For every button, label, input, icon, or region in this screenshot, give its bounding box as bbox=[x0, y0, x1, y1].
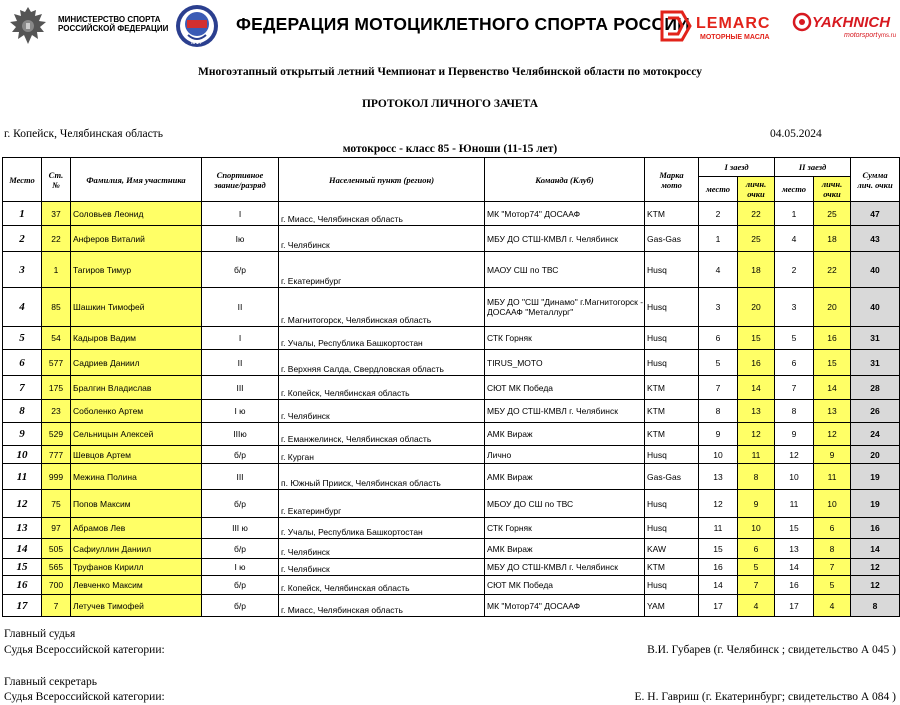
cell-place: 9 bbox=[3, 423, 42, 446]
cell-sum: 26 bbox=[851, 400, 900, 423]
cell-team: АМК Вираж bbox=[485, 539, 645, 559]
cell-race2-pos: 16 bbox=[775, 576, 814, 595]
cell-city: г. Копейск, Челябинская область bbox=[279, 576, 485, 595]
cell-number: 23 bbox=[42, 400, 71, 423]
cell-race1-pts: 4 bbox=[738, 595, 775, 617]
cell-team: МБУ ДО "СШ "Динамо" г.Магнитогорск - ДОСААФ "Металлург" bbox=[485, 288, 645, 327]
cell-moto: KTM bbox=[645, 202, 699, 226]
yakhnich-logo-icon bbox=[792, 10, 894, 42]
yakhnich-sub-text: motorsport bbox=[844, 32, 878, 39]
cell-sum: 19 bbox=[851, 464, 900, 490]
header-race2-pts-line2: очки bbox=[823, 189, 841, 199]
cell-race1-pos: 10 bbox=[699, 446, 738, 464]
cell-number: 565 bbox=[42, 559, 71, 576]
header-race2: II заезд bbox=[775, 158, 851, 177]
cell-city: г. Верхняя Салда, Свердловская область bbox=[279, 350, 485, 376]
cell-race2-pts: 6 bbox=[814, 518, 851, 539]
header-race2-pts bbox=[814, 177, 851, 202]
header-number bbox=[42, 158, 71, 202]
cell-race2-pos: 12 bbox=[775, 446, 814, 464]
header-place: Место bbox=[3, 158, 42, 202]
cell-race2-pts: 20 bbox=[814, 288, 851, 327]
cell-city: г. Екатеринбург bbox=[279, 490, 485, 518]
cell-moto: Husq bbox=[645, 518, 699, 539]
cell-name: Садриев Даниил bbox=[71, 350, 202, 376]
cell-race2-pts: 10 bbox=[814, 490, 851, 518]
table-body bbox=[3, 202, 900, 617]
table-row bbox=[3, 423, 900, 446]
cell-race1-pts: 10 bbox=[738, 518, 775, 539]
protocol-title: ПРОТОКОЛ ЛИЧНОГО ЗАЧЕТА bbox=[361, 98, 538, 110]
cell-moto: KAW bbox=[645, 539, 699, 559]
event-location: г. Копейск, Челябинская область bbox=[4, 128, 163, 140]
cell-number: 777 bbox=[42, 446, 71, 464]
header-rank bbox=[202, 158, 279, 202]
cell-place: 16 bbox=[3, 576, 42, 595]
cell-race1-pts: 22 bbox=[738, 202, 775, 226]
cell-number: 22 bbox=[42, 226, 71, 252]
class-title: мотокросс - класс 85 - Юноши (11-15 лет) bbox=[342, 143, 558, 155]
cell-team: МК "Мотор74" ДОСААФ bbox=[485, 595, 645, 617]
cell-race1-pos: 6 bbox=[699, 327, 738, 350]
cell-race1-pts: 18 bbox=[738, 252, 775, 288]
cell-race2-pos: 5 bbox=[775, 327, 814, 350]
cell-moto: Husq bbox=[645, 350, 699, 376]
cell-race2-pts: 16 bbox=[814, 327, 851, 350]
cell-team: МБУ ДО СТШ-КМВЛ г. Челябинск bbox=[485, 226, 645, 252]
cell-team: АМК Вираж bbox=[485, 423, 645, 446]
cell-race2-pos: 9 bbox=[775, 423, 814, 446]
cell-team: МАОУ СШ по ТВС bbox=[485, 252, 645, 288]
federation-title: ФЕДЕРАЦИЯ МОТОЦИКЛЕТНОГО СПОРТА РОССИИ bbox=[236, 14, 690, 34]
cell-city: г. Миасс, Челябинская область bbox=[279, 595, 485, 617]
mfr-emblem-icon bbox=[174, 3, 220, 49]
cell-number: 85 bbox=[42, 288, 71, 327]
cell-rank: III bbox=[202, 376, 279, 400]
cell-race2-pts: 11 bbox=[814, 464, 851, 490]
cell-race2-pos: 11 bbox=[775, 490, 814, 518]
cell-moto: Husq bbox=[645, 288, 699, 327]
cell-moto: KTM bbox=[645, 559, 699, 576]
cell-sum: 12 bbox=[851, 576, 900, 595]
table-row bbox=[3, 490, 900, 518]
cell-name: Тагиров Тимур bbox=[71, 252, 202, 288]
cell-race1-pts: 9 bbox=[738, 490, 775, 518]
chief-judge-category: Судья Всероссийской категории: bbox=[4, 644, 165, 656]
cell-moto: Husq bbox=[645, 327, 699, 350]
cell-name: Летучев Тимофей bbox=[71, 595, 202, 617]
cell-name: Межина Полина bbox=[71, 464, 202, 490]
cell-rank: б/р bbox=[202, 490, 279, 518]
cell-sum: 43 bbox=[851, 226, 900, 252]
cell-race1-pos: 12 bbox=[699, 490, 738, 518]
cell-sum: 16 bbox=[851, 518, 900, 539]
cell-number: 54 bbox=[42, 327, 71, 350]
cell-sum: 14 bbox=[851, 539, 900, 559]
table-row bbox=[3, 400, 900, 423]
table-row bbox=[3, 226, 900, 252]
cell-race2-pos: 4 bbox=[775, 226, 814, 252]
cell-race2-pos: 8 bbox=[775, 400, 814, 423]
yakhnich-brand-text: YAKHNICH bbox=[812, 14, 891, 31]
header-rank-line2: звание/разряд bbox=[214, 179, 266, 190]
mfr-logo-text: МФР bbox=[191, 40, 203, 46]
cell-rank: б/р bbox=[202, 576, 279, 595]
cell-sum: 12 bbox=[851, 559, 900, 576]
cell-number: 97 bbox=[42, 518, 71, 539]
cell-city: г. Челябинск bbox=[279, 539, 485, 559]
cell-moto: Gas-Gas bbox=[645, 226, 699, 252]
cell-moto: Husq bbox=[645, 576, 699, 595]
chief-secretary-label: Главный секретарь bbox=[4, 676, 98, 688]
table-row bbox=[3, 202, 900, 226]
chief-judge-name: В.И. Губарев (г. Челябинск ; свидетельство А 045 ) bbox=[647, 644, 896, 656]
cell-number: 577 bbox=[42, 350, 71, 376]
cell-number: 175 bbox=[42, 376, 71, 400]
cell-race2-pts: 14 bbox=[814, 376, 851, 400]
cell-rank: б/р bbox=[202, 446, 279, 464]
cell-rank: б/р bbox=[202, 539, 279, 559]
chief-judge-label: Главный судья bbox=[4, 628, 76, 640]
cell-place: 7 bbox=[3, 376, 42, 400]
cell-race1-pos: 5 bbox=[699, 350, 738, 376]
ministry-line-2: РОССИЙСКОЙ ФЕДЕРАЦИИ bbox=[58, 24, 169, 33]
cell-rank: I ю bbox=[202, 559, 279, 576]
cell-place: 1 bbox=[3, 202, 42, 226]
table-row bbox=[3, 464, 900, 490]
cell-moto: Gas-Gas bbox=[645, 464, 699, 490]
header-moto-line1: Марка bbox=[659, 169, 684, 180]
cell-race1-pos: 3 bbox=[699, 288, 738, 327]
cell-race1-pts: 20 bbox=[738, 288, 775, 327]
cell-rank: Iю bbox=[202, 226, 279, 252]
cell-team: МБОУ ДО СШ по ТВС bbox=[485, 490, 645, 518]
cell-race2-pos: 14 bbox=[775, 559, 814, 576]
page-header bbox=[0, 0, 900, 52]
ministry-logo-text bbox=[58, 15, 168, 33]
cell-race2-pts: 13 bbox=[814, 400, 851, 423]
table-row bbox=[3, 576, 900, 595]
header-race1-pts bbox=[738, 177, 775, 202]
cell-race1-pts: 15 bbox=[738, 327, 775, 350]
cell-race1-pos: 1 bbox=[699, 226, 738, 252]
cell-rank: б/р bbox=[202, 595, 279, 617]
cell-team: СТК Горняк bbox=[485, 327, 645, 350]
cell-name: Сафиуллин Даниил bbox=[71, 539, 202, 559]
cell-team: TIRUS_MOTO bbox=[485, 350, 645, 376]
cell-place: 15 bbox=[3, 559, 42, 576]
header-city: Населенный пункт (регион) bbox=[279, 158, 485, 202]
lemarc-logo-icon bbox=[660, 8, 780, 44]
cell-name: Бралгин Владислав bbox=[71, 376, 202, 400]
cell-race1-pts: 11 bbox=[738, 446, 775, 464]
cell-sum: 40 bbox=[851, 252, 900, 288]
cell-name: Кадыров Вадим bbox=[71, 327, 202, 350]
header-race1-pos: место bbox=[699, 177, 738, 202]
cell-name: Соболенко Артем bbox=[71, 400, 202, 423]
cell-place: 8 bbox=[3, 400, 42, 423]
cell-sum: 24 bbox=[851, 423, 900, 446]
cell-sum: 20 bbox=[851, 446, 900, 464]
cell-rank: II bbox=[202, 288, 279, 327]
cell-race1-pts: 16 bbox=[738, 350, 775, 376]
table-row bbox=[3, 539, 900, 559]
cell-sum: 28 bbox=[851, 376, 900, 400]
cell-number: 1 bbox=[42, 252, 71, 288]
cell-moto: Husq bbox=[645, 490, 699, 518]
cell-city: г. Учалы, Республика Башкортостан bbox=[279, 327, 485, 350]
cell-number: 999 bbox=[42, 464, 71, 490]
header-number-line1: Ст. bbox=[48, 169, 64, 180]
cell-team: СЮТ МК Победа bbox=[485, 576, 645, 595]
cell-place: 12 bbox=[3, 490, 42, 518]
cell-city: г. Челябинск bbox=[279, 226, 485, 252]
cell-name: Левченко Максим bbox=[71, 576, 202, 595]
cell-race2-pts: 18 bbox=[814, 226, 851, 252]
cell-race1-pos: 4 bbox=[699, 252, 738, 288]
header-race1-pts-line1: личн. bbox=[745, 179, 767, 189]
cell-team: АМК Вираж bbox=[485, 464, 645, 490]
cell-sum: 47 bbox=[851, 202, 900, 226]
cell-sum: 31 bbox=[851, 350, 900, 376]
cell-city: г. Еманжелинск, Челябинская область bbox=[279, 423, 485, 446]
cell-city: г. Магнитогорск, Челябинская область bbox=[279, 288, 485, 327]
cell-rank: III bbox=[202, 464, 279, 490]
table-row bbox=[3, 350, 900, 376]
lemarc-sub-text: МОТОРНЫЕ МАСЛА bbox=[700, 34, 770, 41]
cell-race2-pts: 7 bbox=[814, 559, 851, 576]
cell-moto: Husq bbox=[645, 446, 699, 464]
cell-rank: б/р bbox=[202, 252, 279, 288]
cell-rank: I bbox=[202, 327, 279, 350]
cell-rank: I ю bbox=[202, 400, 279, 423]
table-row bbox=[3, 288, 900, 327]
cell-race1-pos: 17 bbox=[699, 595, 738, 617]
cell-race1-pos: 7 bbox=[699, 376, 738, 400]
cell-race1-pos: 15 bbox=[699, 539, 738, 559]
cell-team: МБУ ДО СТШ-КМВЛ г. Челябинск bbox=[485, 559, 645, 576]
cell-rank: III ю bbox=[202, 518, 279, 539]
cell-rank: II bbox=[202, 350, 279, 376]
header-race1: I заезд bbox=[699, 158, 775, 177]
cell-place: 5 bbox=[3, 327, 42, 350]
table-row bbox=[3, 252, 900, 288]
cell-place: 13 bbox=[3, 518, 42, 539]
header-name: Фамилия, Имя участника bbox=[71, 158, 202, 202]
chief-secretary-category: Судья Всероссийской категории: bbox=[4, 691, 165, 703]
cell-name: Абрамов Лев bbox=[71, 518, 202, 539]
table-row bbox=[3, 327, 900, 350]
header-moto-line2: мото bbox=[661, 179, 682, 190]
header-sum-line1: Сумма bbox=[862, 169, 888, 180]
cell-race1-pts: 12 bbox=[738, 423, 775, 446]
header-sum-line2: лич. очки bbox=[857, 179, 893, 190]
cell-place: 10 bbox=[3, 446, 42, 464]
cell-rank: I bbox=[202, 202, 279, 226]
cell-race2-pts: 4 bbox=[814, 595, 851, 617]
cell-race1-pos: 14 bbox=[699, 576, 738, 595]
ministry-line-1: МИНИСТЕРСТВО СПОРТА bbox=[58, 15, 161, 24]
event-date: 04.05.2024 bbox=[770, 128, 822, 140]
cell-race1-pos: 11 bbox=[699, 518, 738, 539]
cell-city: г. Челябинск bbox=[279, 559, 485, 576]
cell-number: 7 bbox=[42, 595, 71, 617]
cell-city: г. Челябинск bbox=[279, 400, 485, 423]
cell-team: СЮТ МК Победа bbox=[485, 376, 645, 400]
cell-place: 6 bbox=[3, 350, 42, 376]
cell-race2-pos: 3 bbox=[775, 288, 814, 327]
cell-number: 700 bbox=[42, 576, 71, 595]
table-row bbox=[3, 595, 900, 617]
chief-secretary-name: Е. Н. Гавриш (г. Екатеринбург; свидетельство А 084 ) bbox=[634, 691, 896, 703]
table-row bbox=[3, 376, 900, 400]
header-moto bbox=[645, 158, 699, 202]
cell-place: 3 bbox=[3, 252, 42, 288]
cell-race1-pts: 8 bbox=[738, 464, 775, 490]
cell-place: 4 bbox=[3, 288, 42, 327]
cell-race1-pos: 9 bbox=[699, 423, 738, 446]
cell-team: МК "Мотор74" ДОСААФ bbox=[485, 202, 645, 226]
cell-name: Сельницын Алексей bbox=[71, 423, 202, 446]
cell-race1-pts: 25 bbox=[738, 226, 775, 252]
cell-city: г. Учалы, Республика Башкортостан bbox=[279, 518, 485, 539]
cell-race1-pos: 13 bbox=[699, 464, 738, 490]
cell-race1-pos: 16 bbox=[699, 559, 738, 576]
cell-moto: YAM bbox=[645, 595, 699, 617]
cell-race1-pos: 2 bbox=[699, 202, 738, 226]
cell-name: Попов Максим bbox=[71, 490, 202, 518]
table-header bbox=[3, 158, 900, 202]
cell-city: г. Миасс, Челябинская область bbox=[279, 202, 485, 226]
cell-name: Шашкин Тимофей bbox=[71, 288, 202, 327]
championship-title: Многоэтапный открытый летний Чемпионат и Первенство Челябинской области по мотокроссу bbox=[198, 66, 702, 78]
cell-sum: 31 bbox=[851, 327, 900, 350]
cell-sum: 40 bbox=[851, 288, 900, 327]
cell-place: 14 bbox=[3, 539, 42, 559]
results-table bbox=[2, 157, 900, 617]
cell-race1-pts: 7 bbox=[738, 576, 775, 595]
header-race1-pts-line2: очки bbox=[747, 189, 765, 199]
cell-place: 2 bbox=[3, 226, 42, 252]
cell-name: Анферов Виталий bbox=[71, 226, 202, 252]
cell-race2-pos: 6 bbox=[775, 350, 814, 376]
cell-race2-pts: 25 bbox=[814, 202, 851, 226]
cell-race2-pts: 9 bbox=[814, 446, 851, 464]
table-row bbox=[3, 559, 900, 576]
cell-place: 17 bbox=[3, 595, 42, 617]
cell-moto: Husq bbox=[645, 252, 699, 288]
lemarc-brand-text: LEMARC bbox=[696, 15, 771, 32]
cell-sum: 19 bbox=[851, 490, 900, 518]
cell-rank: IIIю bbox=[202, 423, 279, 446]
cell-city: г. Екатеринбург bbox=[279, 252, 485, 288]
header-team: Команда (Клуб) bbox=[485, 158, 645, 202]
cell-race2-pts: 15 bbox=[814, 350, 851, 376]
cell-number: 505 bbox=[42, 539, 71, 559]
cell-race1-pos: 8 bbox=[699, 400, 738, 423]
cell-race2-pos: 7 bbox=[775, 376, 814, 400]
cell-race2-pts: 5 bbox=[814, 576, 851, 595]
cell-city: г. Копейск, Челябинская область bbox=[279, 376, 485, 400]
header-race2-pts-line1: личн. bbox=[821, 179, 843, 189]
cell-city: п. Южный Прииск, Челябинская область bbox=[279, 464, 485, 490]
cell-sum: 8 bbox=[851, 595, 900, 617]
table-row bbox=[3, 518, 900, 539]
yakhnich-url-text: yms.ru bbox=[878, 33, 896, 39]
header-number-line2: № bbox=[52, 179, 60, 190]
cell-number: 37 bbox=[42, 202, 71, 226]
cell-race2-pts: 8 bbox=[814, 539, 851, 559]
cell-race2-pos: 13 bbox=[775, 539, 814, 559]
cell-race1-pts: 6 bbox=[738, 539, 775, 559]
cell-race2-pts: 12 bbox=[814, 423, 851, 446]
cell-race1-pts: 5 bbox=[738, 559, 775, 576]
cell-race1-pts: 13 bbox=[738, 400, 775, 423]
cell-race2-pos: 17 bbox=[775, 595, 814, 617]
header-sum bbox=[851, 158, 900, 202]
cell-place: 11 bbox=[3, 464, 42, 490]
cell-number: 75 bbox=[42, 490, 71, 518]
cell-city: г. Курган bbox=[279, 446, 485, 464]
cell-moto: KTM bbox=[645, 423, 699, 446]
table-row bbox=[3, 446, 900, 464]
header-rank-line1: Спортивное bbox=[216, 169, 264, 180]
cell-name: Соловьев Леонид bbox=[71, 202, 202, 226]
cell-moto: KTM bbox=[645, 376, 699, 400]
cell-race2-pos: 1 bbox=[775, 202, 814, 226]
cell-race2-pos: 10 bbox=[775, 464, 814, 490]
cell-name: Шевцов Артем bbox=[71, 446, 202, 464]
cell-moto: KTM bbox=[645, 400, 699, 423]
cell-race2-pos: 15 bbox=[775, 518, 814, 539]
cell-race2-pos: 2 bbox=[775, 252, 814, 288]
cell-number: 529 bbox=[42, 423, 71, 446]
cell-team: СТК Горняк bbox=[485, 518, 645, 539]
header-race2-pos: место bbox=[775, 177, 814, 202]
cell-race1-pts: 14 bbox=[738, 376, 775, 400]
cell-team: Лично bbox=[485, 446, 645, 464]
cell-name: Труфанов Кирилл bbox=[71, 559, 202, 576]
cell-race2-pts: 22 bbox=[814, 252, 851, 288]
cell-team: МБУ ДО СТШ-КМВЛ г. Челябинск bbox=[485, 400, 645, 423]
russian-eagle-emblem-icon bbox=[6, 4, 50, 48]
